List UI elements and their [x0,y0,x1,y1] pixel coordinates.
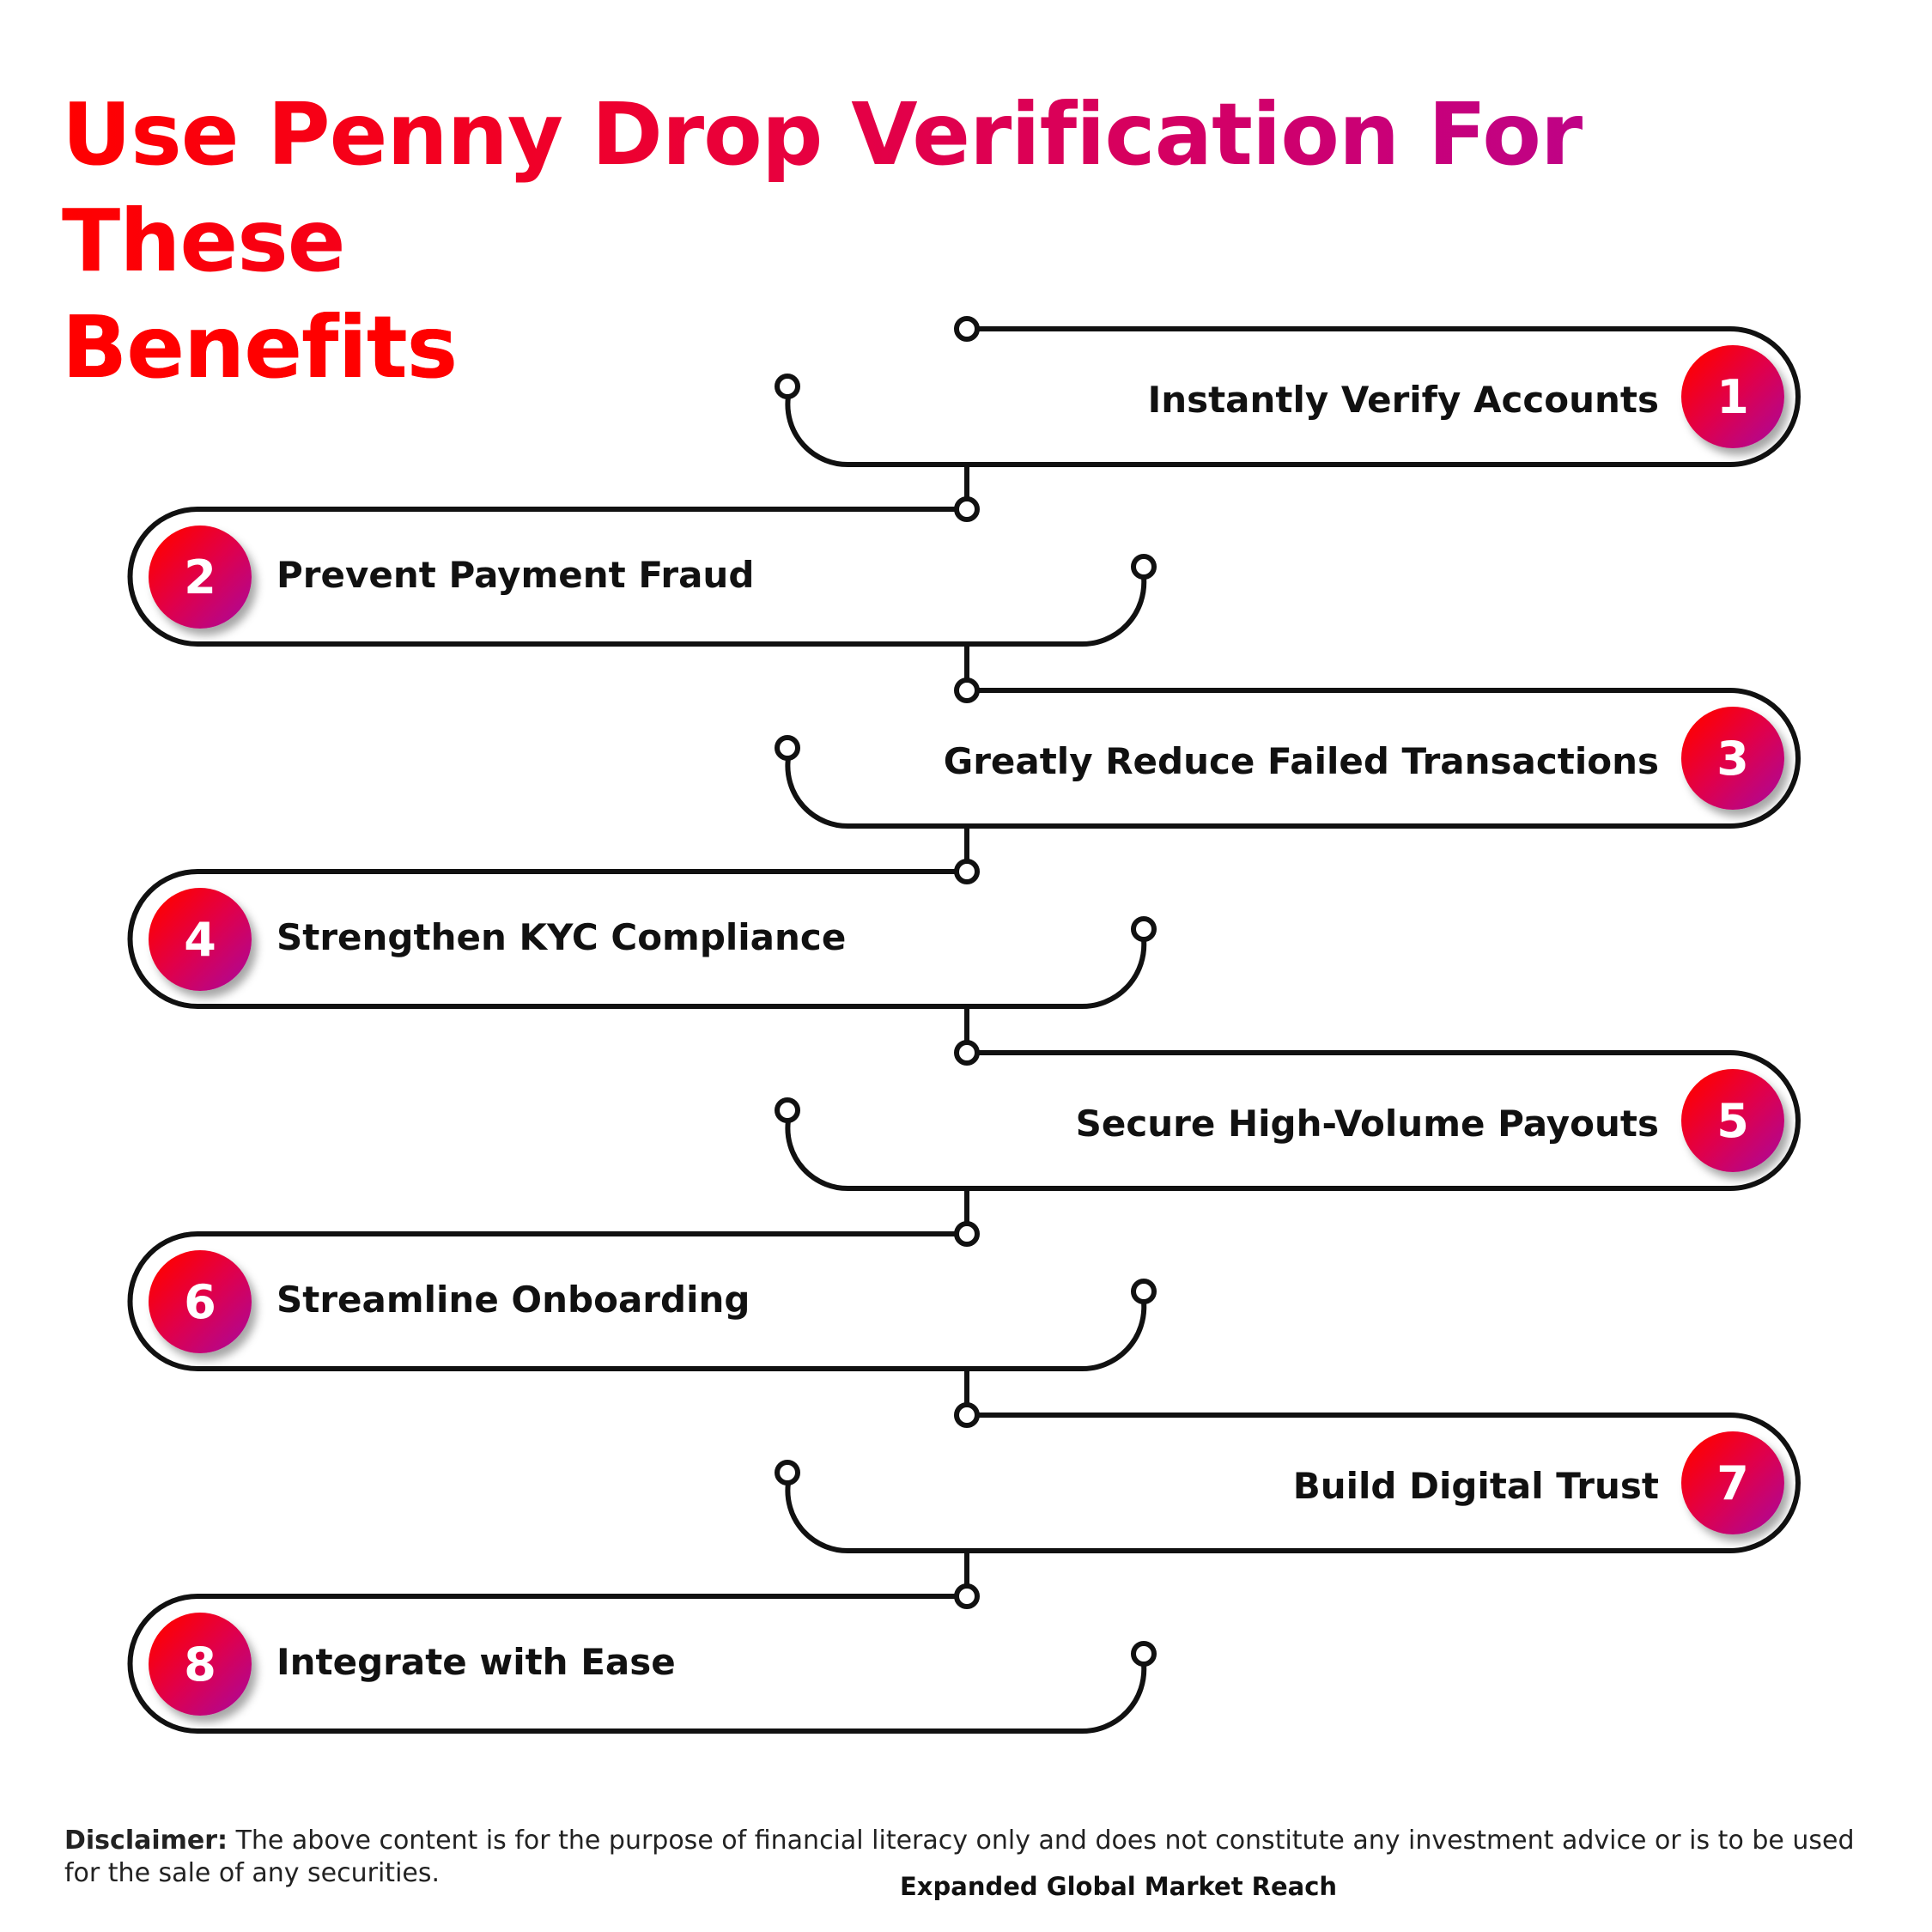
node-icon [1133,919,1154,939]
node-icon [957,861,977,882]
benefit-2-number-badge: 2 [149,526,252,629]
benefit-2-label: Prevent Payment Fraud [276,554,755,596]
benefit-8-label: Integrate with Ease [276,1641,676,1683]
benefit-3-number-badge: 3 [1681,707,1784,810]
disclaimer-text: The above content is for the purpose of financial literacy only and does not constitute any investment advice or is to be used for the sale of any securities. [64,1826,1855,1888]
benefit-7-label: Build Digital Trust [1292,1465,1659,1507]
benefit-1-label: Instantly Verify Accounts [1147,379,1659,421]
benefit-6-label: Streamline Onboarding [276,1279,750,1321]
node-icon [1133,556,1154,577]
benefit-8-number-badge: 8 [149,1613,252,1716]
benefit-4-label: Strengthen KYC Compliance [276,916,847,958]
node-icon [957,1224,977,1244]
benefit-7-number-badge: 7 [1681,1431,1784,1534]
node-icon [1133,1281,1154,1302]
benefit-4-number-badge: 4 [149,888,252,991]
title-line-2: Benefits [62,297,458,398]
title-line-1: Use Penny Drop Verification For These [62,84,1583,291]
node-icon [1133,1643,1154,1664]
footer-caption: Expanded Global Market Reach [900,1872,1338,1901]
benefit-3-label: Greatly Reduce Failed Transactions [943,740,1659,782]
node-icon [777,1462,798,1483]
disclaimer-label: Disclaimer: [64,1826,228,1856]
benefit-1-number-badge: 1 [1681,345,1784,448]
node-icon [957,319,977,339]
benefit-5-label: Secure High-Volume Payouts [1075,1103,1659,1145]
node-icon [957,1042,977,1063]
node-icon [957,499,977,519]
node-icon [957,1405,977,1425]
node-icon [957,680,977,701]
node-icon [777,738,798,758]
node-icon [957,1586,977,1607]
benefit-5-number-badge: 5 [1681,1069,1784,1172]
benefit-6-number-badge: 6 [149,1250,252,1353]
node-icon [777,1100,798,1121]
node-icon [777,376,798,397]
